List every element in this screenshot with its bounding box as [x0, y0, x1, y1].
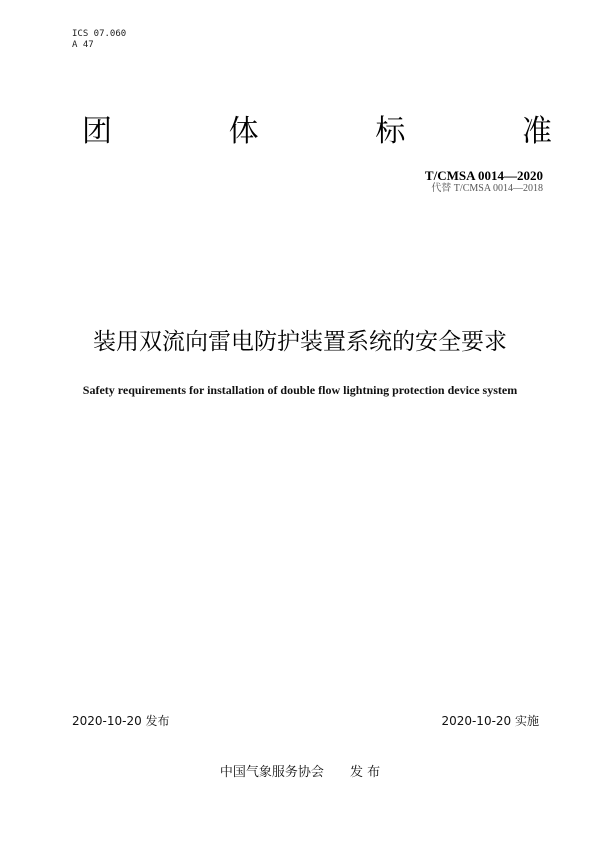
doc-type-char: 体: [228, 114, 259, 149]
publish-date: 2020-10-20 发布: [72, 714, 170, 728]
implementation-date: 2020-10-20 实施: [441, 714, 539, 728]
doc-type-char: 团: [82, 114, 112, 149]
category-code: A 47: [72, 40, 94, 50]
document-type-heading: [82, 112, 552, 156]
issuer-line: [0, 764, 600, 782]
issuer-name: 中国气象服务协会: [219, 765, 324, 780]
standard-code-block: [425, 168, 543, 195]
issuer-action: 发 布: [349, 765, 381, 780]
standard-number: T/CMSA 0014—2020: [424, 168, 543, 183]
title-chinese: 装用双流向雷电防护装置系统的安全要求: [93, 329, 507, 355]
replaces-standard: 代替 T/CMSA 0014—2018: [431, 183, 543, 194]
classification-codes: [72, 29, 126, 51]
doc-type-char: 准: [521, 114, 552, 149]
doc-type-char: 标: [375, 114, 406, 149]
ics-code: ICS 07.060: [72, 29, 127, 39]
title-english: Safety requirements for installation of double flow lightning protection device system: [82, 383, 518, 397]
